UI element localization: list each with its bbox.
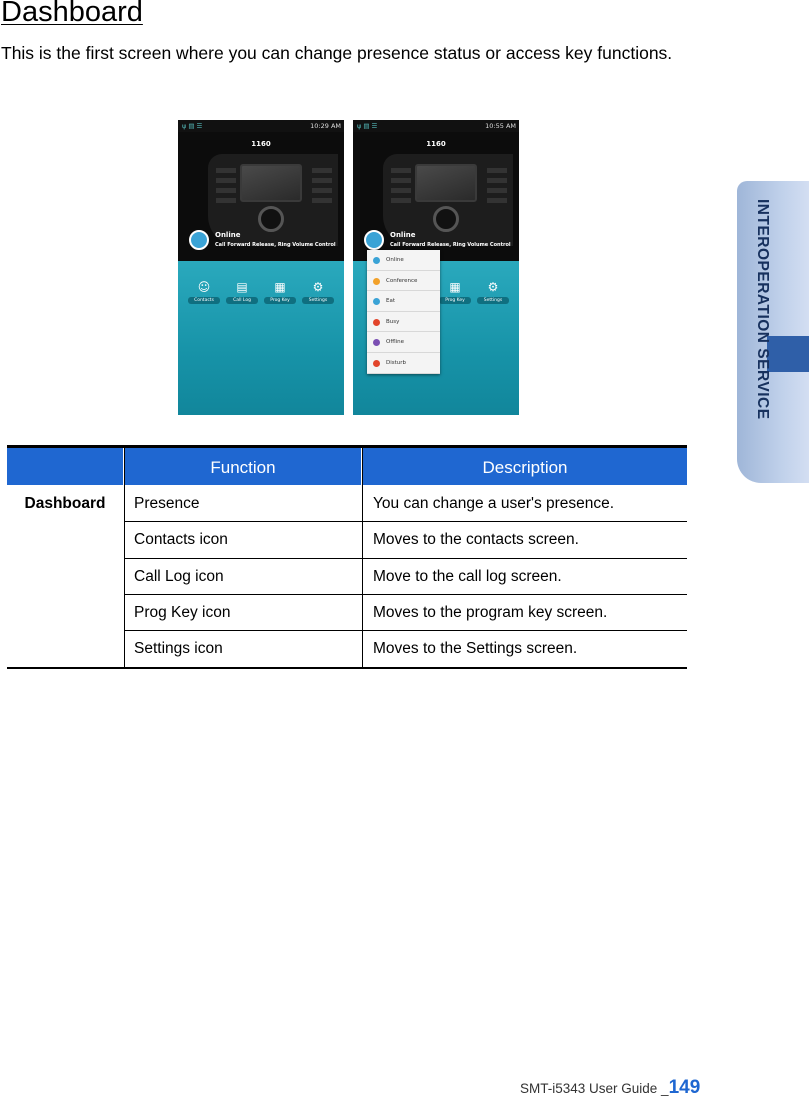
presence-option: Online (367, 250, 440, 271)
intro-paragraph: This is the first screen where you can change presence status or access key functions. (1, 43, 673, 63)
table-cell-description: Move to the call log screen. (373, 568, 562, 585)
status-bar (178, 120, 344, 132)
dashboard-screenshot-right (353, 120, 519, 415)
presence-detail: Call Forward Release, Ring Volume Control (390, 242, 511, 248)
presence-name: Online (390, 231, 416, 239)
table-cell-description: Moves to the program key screen. (373, 604, 608, 621)
status-icons: ψ ▤ ☰ (357, 122, 378, 130)
settings-icon: ⚙ Settings (302, 279, 334, 309)
desk-phone-keys-right (487, 168, 507, 208)
desk-phone-display (415, 164, 477, 202)
presence-option: Busy (367, 312, 440, 333)
table-cell-function: Settings icon (134, 640, 223, 657)
presence-menu (367, 250, 440, 374)
presence-name: Online (215, 231, 241, 239)
table-header-function: Function (125, 448, 361, 485)
presence-option: Disturb (367, 353, 440, 374)
presence-option: Offline (367, 332, 440, 353)
icon-label: Call Log (226, 297, 258, 304)
table-cell-function: Contacts icon (134, 531, 228, 548)
page-title: Dashboard (1, 0, 143, 28)
table-cell-function: Presence (134, 495, 200, 512)
presence-status (188, 228, 340, 254)
conference-status-icon (373, 278, 380, 285)
table-header-blank (7, 448, 123, 485)
dashboard-screenshot-left (178, 120, 344, 415)
avatar-icon (189, 230, 209, 250)
icon-label: Prog Key (439, 297, 471, 304)
call-log-icon: ▤ Call Log (226, 279, 258, 309)
presence-option: Conference (367, 271, 440, 292)
presence-detail: Call Forward Release, Ring Volume Control (215, 242, 336, 248)
table-group-label: Dashboard (24, 495, 106, 512)
icon-label: Prog Key (264, 297, 296, 304)
icon-label: Contacts (188, 297, 220, 304)
icon-label: Settings (477, 297, 509, 304)
contacts-icon: ☺ Contacts (188, 279, 220, 309)
table-cell-function: Prog Key icon (134, 604, 231, 621)
icon-label: Settings (302, 297, 334, 304)
side-tab-label: INTEROPERATION SERVICE (754, 199, 771, 420)
desk-phone-keys-right (312, 168, 332, 208)
table-cell-description: You can change a user's presence. (373, 495, 615, 512)
prog-key-icon: ▦ Prog Key (264, 279, 296, 309)
desk-phone-display (240, 164, 302, 202)
presence-option: Eat (367, 291, 440, 312)
page-number: 149 (668, 1077, 701, 1098)
settings-icon: ⚙ Settings (477, 279, 509, 309)
function-icons (186, 279, 336, 309)
eat-status-icon (373, 298, 380, 305)
extension-number: 1160 (251, 140, 271, 148)
table-header-description: Description (363, 448, 687, 485)
status-time: 10:55 AM (485, 122, 516, 130)
footer-guide-name: SMT-i5343 User Guide _ (520, 1081, 669, 1096)
prog-key-icon: ▦ Prog Key (439, 279, 471, 309)
page-footer (520, 1077, 700, 1099)
table-cell-function: Call Log icon (134, 568, 224, 585)
busy-status-icon (373, 319, 380, 326)
avatar-icon (364, 230, 384, 250)
section-side-tab (737, 181, 809, 483)
status-icons: ψ ▤ ☰ (182, 122, 203, 130)
disturb-status-icon (373, 360, 380, 367)
status-bar (353, 120, 519, 132)
desk-phone-keys-left (391, 168, 411, 208)
extension-number: 1160 (426, 140, 446, 148)
status-time: 10:29 AM (310, 122, 341, 130)
desk-phone-keys-left (216, 168, 236, 208)
table-cell-description: Moves to the contacts screen. (373, 531, 579, 548)
table-cell-description: Moves to the Settings screen. (373, 640, 578, 657)
table-bottom-rule (7, 667, 687, 669)
offline-status-icon (373, 339, 380, 346)
online-status-icon (373, 257, 380, 264)
